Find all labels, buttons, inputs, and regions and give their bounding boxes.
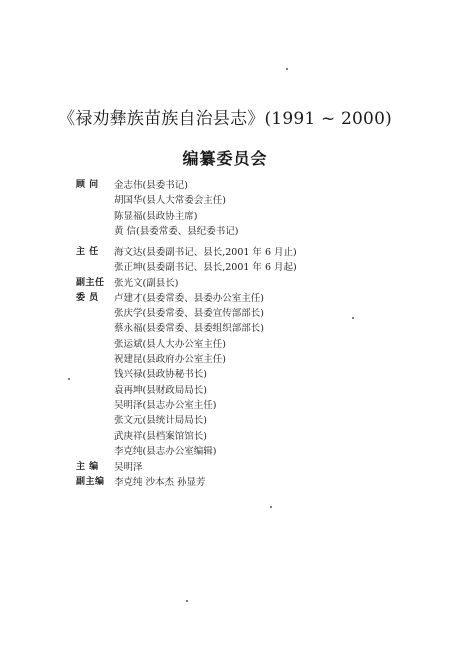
list-item (76, 475, 206, 490)
scan-speck (352, 317, 354, 319)
editors-section (76, 460, 206, 491)
list-item (76, 460, 206, 475)
member-name: 张运斌(县人大办公室主任) (114, 338, 226, 350)
member-name: 张文元(县统计局局长) (114, 415, 207, 427)
list-item (76, 178, 238, 193)
list-item (76, 224, 238, 239)
role-label (76, 367, 114, 382)
member-name: 吴明泽(县志办公室主任) (114, 399, 217, 411)
member-name: 李克纯(县志办公室编辑) (114, 445, 217, 457)
list-item (76, 306, 297, 321)
member-name: 祝建昆(县政府办公室主任) (114, 354, 226, 366)
list-item (76, 321, 297, 336)
list-item (76, 383, 297, 398)
member-name: 吴明泽 (114, 462, 143, 473)
role-label (76, 429, 114, 444)
list-item (76, 193, 238, 208)
role-label: 主 编 (76, 462, 99, 472)
role-label (76, 224, 114, 239)
member-name: 李克纯 沙本杰 孙显芳 (114, 477, 206, 489)
member-name: 袁再坤(县财政局局长) (114, 384, 207, 396)
scan-speck (270, 506, 272, 508)
member-name: 海文达(县委副书记、县长,2001 年 6 月止) (114, 247, 297, 258)
role-label: 顾 问 (76, 180, 99, 190)
member-name: 金志伟(县委书记) (114, 180, 188, 191)
list-item (76, 276, 297, 291)
member-name: 陈显福(县政协主席) (114, 210, 198, 222)
member-name: 蔡永福(县委常委、县委组织部部长) (114, 323, 264, 335)
role-label (76, 398, 114, 413)
role-label (76, 260, 114, 275)
list-item (76, 352, 297, 367)
committee-members-section (76, 245, 297, 459)
book-title: 《禄劝彝族苗族自治县志》(1991 ~ 2000) (58, 109, 392, 129)
committee-heading: 编纂委员会 (182, 149, 268, 168)
list-item (76, 291, 297, 306)
scan-speck (286, 68, 288, 70)
list-item (76, 398, 297, 413)
list-item (76, 429, 297, 444)
list-item (76, 337, 297, 352)
role-label (76, 352, 114, 367)
role-label: 副主编 (76, 477, 105, 488)
member-name: 张庆学(县委常委、县委宣传部部长) (114, 308, 264, 320)
role-label (76, 306, 114, 321)
scan-speck (68, 378, 70, 380)
role-label (76, 444, 114, 459)
list-item (76, 245, 297, 260)
role-label (76, 383, 114, 398)
member-name: 钱兴禄(县政协秘书长) (114, 369, 207, 381)
list-item (76, 260, 297, 275)
role-label (76, 337, 114, 352)
member-name: 胡国华(县人大常委会主任) (114, 195, 226, 207)
list-item (76, 444, 297, 459)
role-label: 委 员 (76, 292, 99, 303)
advisors-section (76, 178, 238, 239)
role-label: 副主任 (76, 277, 105, 288)
scan-speck (186, 600, 188, 602)
role-label (76, 413, 114, 428)
member-name: 张正坤(县委副书记、县长,2001 年 6 月起) (114, 262, 297, 274)
role-label (76, 321, 114, 336)
member-name: 武庚祥(县档案馆馆长) (114, 430, 207, 442)
role-label (76, 209, 114, 224)
role-label (76, 193, 114, 208)
list-item (76, 413, 297, 428)
member-name: 黄 信(县委常委、县纪委书记) (114, 225, 239, 237)
list-item (76, 367, 297, 382)
member-name: 张光文(副县长) (114, 277, 179, 289)
role-label: 主 任 (76, 247, 99, 257)
member-name: 卢建才(县委常委、县委办公室主任) (114, 292, 264, 304)
list-item (76, 209, 238, 224)
